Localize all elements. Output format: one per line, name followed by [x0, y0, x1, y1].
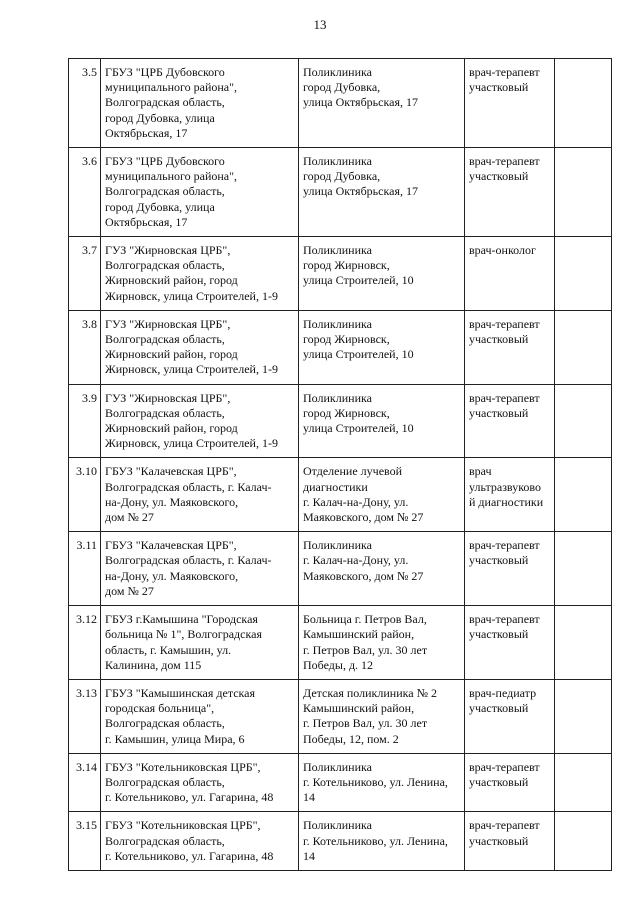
organization-cell: ГУЗ "Жирновская ЦРБ", Волгоградская область, Жирновский район, город Жирновск, улица Строителей, 1-9 [101, 384, 299, 458]
row-number: 3.12 [69, 606, 101, 680]
position-cell: врач-терапевт участковый [465, 606, 555, 680]
workplace-cell: Поликлиника город Дубовка, улица Октябрьская, 17 [299, 148, 465, 237]
organization-cell: ГБУЗ "ЦРБ Дубовского муниципального района", Волгоградская область, город Дубовка, улица Октябрьская, 17 [101, 148, 299, 237]
row-number: 3.11 [69, 532, 101, 606]
workplace-cell: Поликлиника город Дубовка, улица Октябрьская, 17 [299, 59, 465, 148]
position-cell: врач-педиатр участковый [465, 679, 555, 753]
organization-cell: ГУЗ "Жирновская ЦРБ", Волгоградская область, Жирновский район, город Жирновск, улица Строителей, 1-9 [101, 237, 299, 311]
row-number: 3.9 [69, 384, 101, 458]
position-cell: врач-терапевт участковый [465, 812, 555, 871]
workplace-cell: Поликлиника г. Котельниково, ул. Ленина, 14 [299, 753, 465, 812]
row-number: 3.8 [69, 310, 101, 384]
organization-cell: ГБУЗ "Калачевская ЦРБ", Волгоградская область, г. Калач- на-Дону, ул. Маяковского, дом № 27 [101, 532, 299, 606]
workplace-cell: Поликлиника город Жирновск, улица Строителей, 10 [299, 384, 465, 458]
empty-cell [555, 606, 612, 680]
position-cell: врач ультразвуково й диагностики [465, 458, 555, 532]
table-row [69, 679, 612, 753]
position-cell: врач-терапевт участковый [465, 532, 555, 606]
row-number: 3.14 [69, 753, 101, 812]
row-number: 3.10 [69, 458, 101, 532]
workplace-cell: Поликлиника город Жирновск, улица Строителей, 10 [299, 310, 465, 384]
table-row [69, 237, 612, 311]
position-cell: врач-терапевт участковый [465, 59, 555, 148]
empty-cell [555, 458, 612, 532]
organization-cell: ГБУЗ "Котельниковская ЦРБ", Волгоградская область, г. Котельниково, ул. Гагарина, 48 [101, 753, 299, 812]
table-row [69, 458, 612, 532]
empty-cell [555, 148, 612, 237]
row-number: 3.7 [69, 237, 101, 311]
empty-cell [555, 812, 612, 871]
workplace-cell: Больница г. Петров Вал, Камышинский район, г. Петров Вал, ул. 30 лет Победы, д. 12 [299, 606, 465, 680]
table-row [69, 606, 612, 680]
workplace-cell: Поликлиника г. Калач-на-Дону, ул. Маяковского, дом № 27 [299, 532, 465, 606]
table-row [69, 384, 612, 458]
organization-cell: ГУЗ "Жирновская ЦРБ", Волгоградская область, Жирновский район, город Жирновск, улица Строителей, 1-9 [101, 310, 299, 384]
empty-cell [555, 532, 612, 606]
table-row [69, 532, 612, 606]
row-number: 3.6 [69, 148, 101, 237]
position-cell: врач-терапевт участковый [465, 753, 555, 812]
workplace-cell: Детская поликлиника № 2 Камышинский район, г. Петров Вал, ул. 30 лет Победы, 12, пом. 2 [299, 679, 465, 753]
empty-cell [555, 384, 612, 458]
empty-cell [555, 679, 612, 753]
organization-cell: ГБУЗ "Калачевская ЦРБ", Волгоградская область, г. Калач- на-Дону, ул. Маяковского, дом № 27 [101, 458, 299, 532]
workplace-cell: Поликлиника город Жирновск, улица Строителей, 10 [299, 237, 465, 311]
row-number: 3.15 [69, 812, 101, 871]
position-cell: врач-терапевт участковый [465, 148, 555, 237]
empty-cell [555, 310, 612, 384]
table-row [69, 148, 612, 237]
table-row [69, 753, 612, 812]
organization-cell: ГБУЗ "ЦРБ Дубовского муниципального района", Волгоградская область, город Дубовка, улица Октябрьская, 17 [101, 59, 299, 148]
table-row [69, 310, 612, 384]
organization-cell: ГБУЗ г.Камышина "Городская больница № 1", Волгоградская область, г. Камышин, ул. Калинина, дом 115 [101, 606, 299, 680]
position-cell: врач-терапевт участковый [465, 384, 555, 458]
position-cell: врач-онколог [465, 237, 555, 311]
page-number: 13 [313, 17, 327, 32]
empty-cell [555, 237, 612, 311]
row-number: 3.13 [69, 679, 101, 753]
row-number: 3.5 [69, 59, 101, 148]
empty-cell [555, 59, 612, 148]
position-cell: врач-терапевт участковый [465, 310, 555, 384]
organization-cell: ГБУЗ "Камышинская детская городская больница", Волгоградская область, г. Камышин, улица Мира, 6 [101, 679, 299, 753]
table-row [69, 812, 612, 871]
empty-cell [555, 753, 612, 812]
organization-cell: ГБУЗ "Котельниковская ЦРБ", Волгоградская область, г. Котельниково, ул. Гагарина, 48 [101, 812, 299, 871]
workplace-cell: Отделение лучевой диагностики г. Калач-на-Дону, ул. Маяковского, дом № 27 [299, 458, 465, 532]
table-row [69, 59, 612, 148]
positions-table [68, 58, 612, 871]
workplace-cell: Поликлиника г. Котельниково, ул. Ленина, 14 [299, 812, 465, 871]
